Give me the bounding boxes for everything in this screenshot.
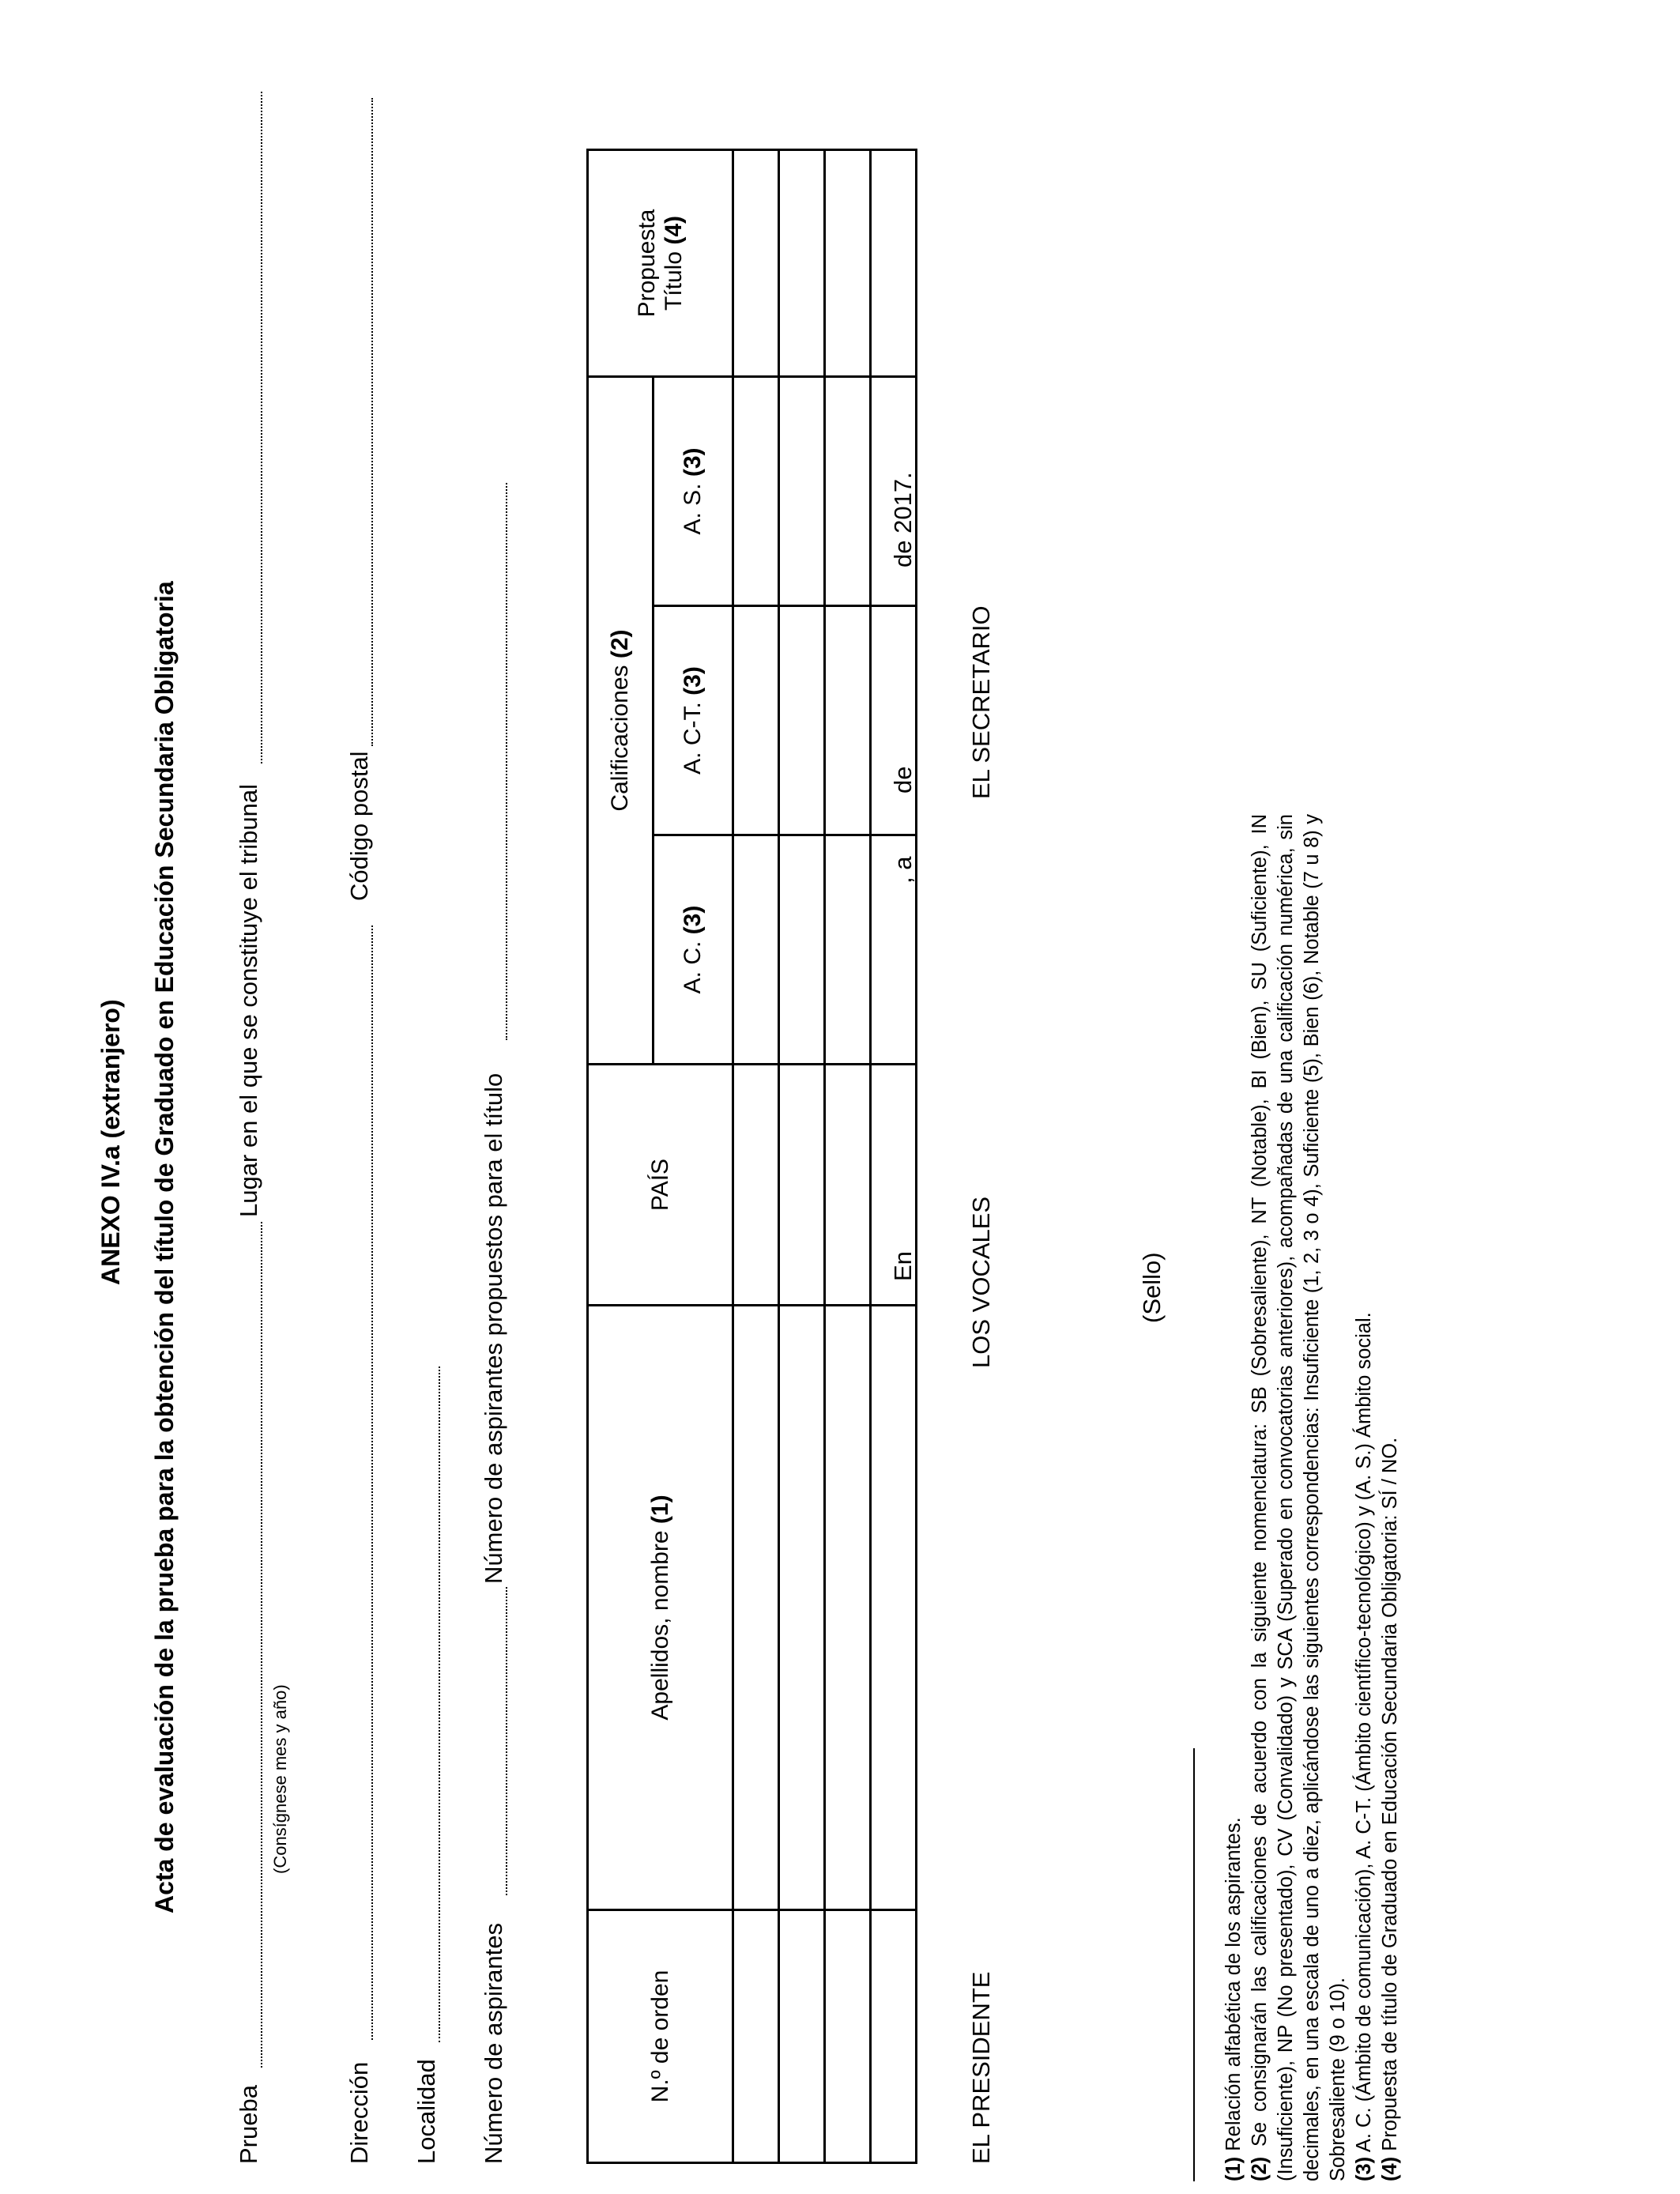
table-cell — [779, 150, 825, 377]
num-propuestos-line — [506, 483, 507, 1040]
date-day-line — [915, 797, 917, 850]
footnote-1: (1) Relación alfabética de los aspirantes. — [1222, 1817, 1245, 2181]
col-header-pais: PAÍS — [588, 1065, 733, 1306]
date-en-label: En — [889, 1251, 917, 1281]
table-cell — [779, 377, 825, 606]
table-cell — [733, 1910, 779, 2163]
col-header-ac: A. C. (3) — [654, 835, 733, 1065]
table-row — [871, 150, 917, 2163]
num-propuestos-label: Número de aspirantes propuestos para el título — [480, 1072, 507, 1584]
col-header-nombre: Apellidos, nombre (1) — [588, 1306, 733, 1910]
col-header-as: A. S. (3) — [654, 377, 733, 606]
table-row — [825, 150, 871, 2163]
prueba-hint: (Consígnese mes y año) — [270, 1684, 290, 1874]
col-group-calificaciones: Calificaciones (2) — [588, 377, 654, 1065]
table-cell — [733, 377, 779, 606]
table-cell — [779, 1065, 825, 1306]
table-cell — [871, 150, 917, 377]
date-year-label: de 2017. — [889, 472, 917, 567]
table-cell — [733, 606, 779, 835]
table-cell — [779, 606, 825, 835]
table-cell — [733, 150, 779, 377]
prueba-label: Prueba — [235, 2085, 262, 2164]
prueba-line — [261, 1222, 262, 2068]
footnote-3: (3) A. C. (Ámbito de comunicación), A. C-T. (Ámbito científico-tecnológico) y (A. S.) Ámbito social. — [1353, 1312, 1375, 2181]
vocales-label: LOS VOCALES — [967, 1196, 995, 1368]
lugar-line — [261, 92, 262, 763]
table-row — [779, 150, 825, 2163]
direccion-label: Dirección — [345, 2061, 373, 2164]
table-cell — [733, 835, 779, 1065]
table-cell — [871, 1910, 917, 2163]
num-aspirantes-line — [506, 1587, 507, 1895]
table-cell — [825, 150, 871, 377]
date-month-line — [915, 570, 917, 765]
table-cell — [825, 606, 871, 835]
localidad-label: Localidad — [412, 2059, 440, 2164]
lugar-label: Lugar en el que se constituye el tribunal — [235, 783, 262, 1217]
table-cell — [733, 1065, 779, 1306]
footnote-separator — [1193, 1748, 1195, 2181]
table-cell — [825, 1065, 871, 1306]
table-cell — [779, 835, 825, 1065]
annex-title: ANEXO IV.a (extranjero) — [96, 999, 125, 1285]
date-de-label: de — [889, 766, 917, 794]
codigo-postal-line — [371, 98, 373, 746]
direccion-line — [371, 925, 373, 2040]
table-row — [733, 150, 779, 2163]
footnotes — [1221, 814, 1403, 2181]
table-cell — [825, 377, 871, 606]
evaluation-table — [586, 149, 917, 2164]
secretario-label: EL SECRETARIO — [967, 605, 995, 799]
footnote-2: (2) Se consignarán las calificaciones de acuerdo con la siguiente nomenclatura: SB (Sobresaliente), NT (Notable), BI (Bien), SU (Suficiente), IN (Insuficiente), NP (No presentado), CV (Convalidado) y SCA (Superado en convocatorias anteriores), acompañadas de una calificación numérica, sin decimales, en una escala de uno a diez, aplicándose las siguientes correspondencias: Insuficiente (1, 2, 3 o 4), Suficiente (5), Bien (6), Notable (7 u 8) y Sobresaliente (9 o 10). — [1249, 814, 1349, 2181]
presidente-label: EL PRESIDENTE — [967, 1971, 995, 2164]
footnote-4: (4) Propuesta de título de Graduado en Educación Secundaria Obligatoria: SÍ / NO. — [1379, 1437, 1401, 2181]
date-a-label: , a — [889, 856, 917, 884]
table-cell — [779, 1910, 825, 2163]
date-place-line — [915, 884, 917, 1247]
col-header-act: A. C-T. (3) — [654, 606, 733, 835]
col-header-orden: N.º de orden — [588, 1910, 733, 2163]
table-cell — [779, 1306, 825, 1910]
table-cell — [825, 835, 871, 1065]
document-title: Acta de evaluación de la prueba para la obtención del título de Graduado en Educación Secundaria Obligatoria — [150, 581, 179, 1913]
sello-label: (Sello) — [1138, 1252, 1166, 1323]
col-header-propuesta: Propuesta Título (4) — [588, 150, 733, 377]
table-cell — [825, 1306, 871, 1910]
table-cell — [825, 1910, 871, 2163]
codigo-postal-label: Código postal — [345, 751, 373, 901]
table-cell — [871, 1306, 917, 1910]
num-aspirantes-label: Número de aspirantes — [480, 1923, 507, 2164]
table-cell — [871, 606, 917, 835]
table-cell — [733, 1306, 779, 1910]
localidad-line — [439, 1367, 440, 2042]
